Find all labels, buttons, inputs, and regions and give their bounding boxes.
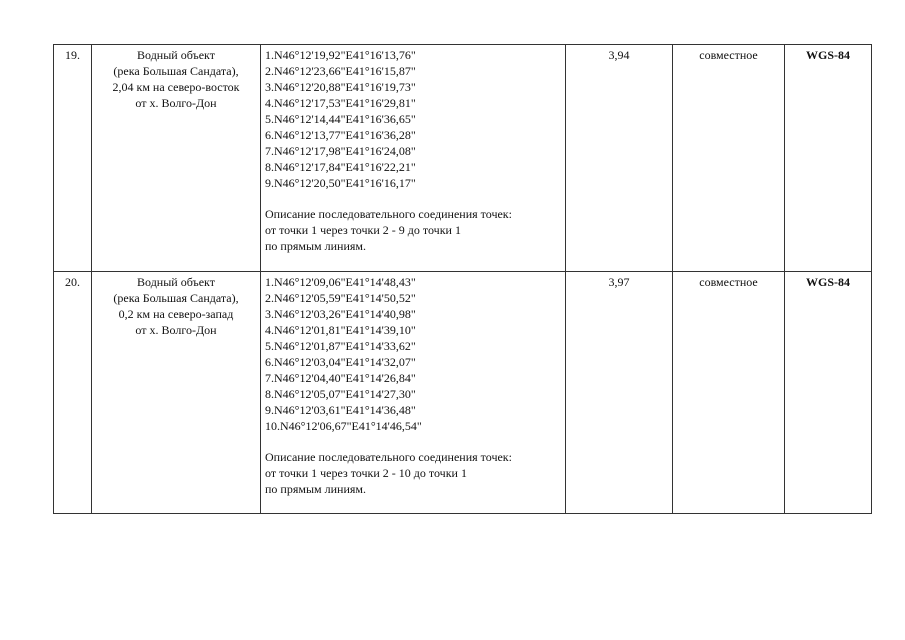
connection-description: Описание последовательного соединения точек:	[265, 207, 512, 221]
coordinate-point: 9.N46°12'20,50"E41°16'16,17"	[265, 176, 416, 190]
spacer	[265, 191, 561, 206]
coordinate-points	[261, 272, 566, 514]
coordinate-point: 4.N46°12'17,53"E41°16'29,81"	[265, 96, 416, 110]
object-line: от х. Волго-Дон	[135, 96, 217, 110]
connection-description: по прямым линиям.	[265, 482, 366, 496]
table-row	[54, 272, 872, 514]
spacer	[265, 434, 561, 449]
coordinate-point: 1.N46°12'09,06"E41°14'48,43"	[265, 275, 416, 289]
object-line: 2,04 км на северо-восток	[112, 80, 240, 94]
row-number: 20.	[54, 272, 92, 514]
coordinate-point: 7.N46°12'04,40"E41°14'26,84"	[265, 371, 416, 385]
connection-description: по прямым линиям.	[265, 239, 366, 253]
coordinate-point: 10.N46°12'06,67"E41°14'46,54"	[265, 419, 422, 433]
row-number: 19.	[54, 45, 92, 272]
coordinate-point: 7.N46°12'17,98"E41°16'24,08"	[265, 144, 416, 158]
object-description	[92, 272, 261, 514]
connection-description: от точки 1 через точки 2 - 9 до точки 1	[265, 223, 461, 237]
object-line: 0,2 км на северо-запад	[118, 307, 234, 321]
coordinate-point: 4.N46°12'01,81"E41°14'39,10"	[265, 323, 416, 337]
coordinate-point: 5.N46°12'01,87"E41°14'33,62"	[265, 339, 416, 353]
object-line: (река Большая Сандата),	[113, 291, 239, 305]
object-line: Водный объект	[137, 48, 215, 62]
coordinate-point: 5.N46°12'14,44"E41°16'36,65"	[265, 112, 416, 126]
coordinate-point: 6.N46°12'13,77"E41°16'36,28"	[265, 128, 416, 142]
usage-type: совместное	[673, 272, 785, 514]
coordinate-point: 8.N46°12'05,07"E41°14'27,30"	[265, 387, 416, 401]
connection-description: от точки 1 через точки 2 - 10 до точки 1	[265, 466, 467, 480]
coordinate-points	[261, 45, 566, 272]
coordinate-point: 9.N46°12'03,61"E41°14'36,48"	[265, 403, 416, 417]
object-line: от х. Волго-Дон	[135, 323, 217, 337]
coordinate-point: 1.N46°12'19,92"E41°16'13,76"	[265, 48, 416, 62]
coordinate-point: 8.N46°12'17,84"E41°16'22,21"	[265, 160, 416, 174]
object-line: (река Большая Сандата),	[113, 64, 239, 78]
area-value: 3,94	[566, 45, 673, 272]
coordinate-system: WGS-84	[785, 272, 872, 514]
table-row	[54, 45, 872, 272]
object-line: Водный объект	[137, 275, 215, 289]
usage-type: совместное	[673, 45, 785, 272]
coordinate-point: 3.N46°12'20,88"E41°16'19,73"	[265, 80, 416, 94]
area-value: 3,97	[566, 272, 673, 514]
coordinate-point: 2.N46°12'23,66"E41°16'15,87"	[265, 64, 416, 78]
connection-description: Описание последовательного соединения точек:	[265, 450, 512, 464]
coordinate-point: 3.N46°12'03,26"E41°14'40,98"	[265, 307, 416, 321]
coordinate-point: 6.N46°12'03,04"E41°14'32,07"	[265, 355, 416, 369]
coordinates-table	[53, 44, 872, 514]
coordinate-system: WGS-84	[785, 45, 872, 272]
coordinate-point: 2.N46°12'05,59"E41°14'50,52"	[265, 291, 416, 305]
object-description	[92, 45, 261, 272]
